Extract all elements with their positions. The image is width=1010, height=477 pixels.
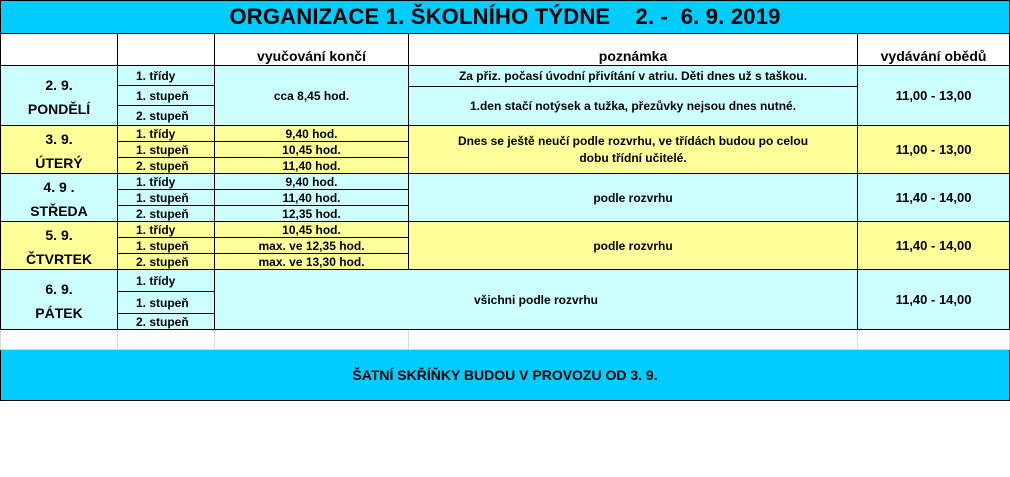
spacer-row (1, 330, 1010, 350)
header-level (118, 34, 215, 66)
empty-cell (858, 330, 1010, 350)
level-cell: 1. stupeň (118, 238, 215, 254)
level-cell: 1. stupeň (118, 292, 215, 314)
empty-cell (1, 330, 118, 350)
empty-cell (118, 330, 215, 350)
ends-cell: cca 8,45 hod. (215, 66, 409, 126)
note-cell-monday (409, 66, 858, 126)
header-lunch: vydávání obědů (858, 34, 1010, 66)
day-date: 2. 9. (45, 76, 73, 93)
lunch-cell: 11,00 - 13,00 (858, 126, 1010, 174)
level-cell: 2. stupeň (118, 158, 215, 174)
lunch-cell: 11,40 - 14,00 (858, 222, 1010, 270)
header-day (1, 34, 118, 66)
day-row-monday (1, 66, 1010, 86)
note-cell: podle rozvrhu (409, 222, 858, 270)
ends-cell: 12,35 hod. (215, 206, 409, 222)
day-cell-friday (1, 270, 118, 330)
day-name: ČTVRTEK (25, 250, 93, 267)
level-cell: 1. stupeň (118, 142, 215, 158)
note-cell: všichni podle rozvrhu (215, 270, 858, 330)
day-name: STŘEDA (30, 202, 88, 219)
note-cell: podle rozvrhu (409, 174, 858, 222)
ends-cell: max. ve 12,35 hod. (215, 238, 409, 254)
day-name: PONDĚLÍ (27, 100, 91, 117)
day-name: PÁTEK (35, 304, 83, 321)
ends-cell: 11,40 hod. (215, 158, 409, 174)
day-row-friday (1, 270, 1010, 292)
day-row-wednesday (1, 174, 1010, 190)
note-cell: Dnes se ještě neučí podle rozvrhu, ve třídách budou po celou dobu třídní učitelé. (409, 126, 858, 174)
lunch-cell: 11,40 - 14,00 (858, 270, 1010, 330)
ends-cell: max. ve 13,30 hod. (215, 254, 409, 270)
level-cell: 1. třídy (118, 66, 215, 86)
lunch-cell: 11,00 - 13,00 (858, 66, 1010, 126)
ends-cell: 11,40 hod. (215, 190, 409, 206)
day-cell-monday (1, 66, 118, 126)
day-name: ÚTERÝ (35, 154, 83, 171)
ends-cell: 10,45 hod. (215, 142, 409, 158)
ends-cell: 9,40 hod. (215, 174, 409, 190)
level-cell: 2. stupeň (118, 106, 215, 126)
day-cell-wednesday (1, 174, 118, 222)
ends-cell: 10,45 hod. (215, 222, 409, 238)
day-date: 4. 9 . (43, 178, 75, 195)
note-line: Za přiz. počasí úvodní přivítání v atriu. Děti dnes už s taškou. (409, 66, 857, 87)
day-date: 6. 9. (45, 280, 73, 297)
level-cell: 2. stupeň (118, 254, 215, 270)
empty-cell (215, 330, 409, 350)
level-cell: 1. třídy (118, 270, 215, 292)
page-title: ORGANIZACE 1. ŠKOLNÍHO TÝDNE 2. - 6. 9. 2019 (1, 1, 1010, 34)
day-date: 3. 9. (45, 130, 73, 147)
day-cell-tuesday (1, 126, 118, 174)
level-cell: 1. třídy (118, 222, 215, 238)
level-cell: 2. stupeň (118, 206, 215, 222)
note-line: 1.den stačí notýsek a tužka, přezůvky nejsou dnes nutné. (469, 99, 797, 113)
footer-banner: ŠATNÍ SKŘÍŇKY BUDOU V PROVOZU OD 3. 9. (1, 350, 1010, 401)
empty-cell (409, 330, 858, 350)
ends-cell: 9,40 hod. (215, 126, 409, 142)
level-cell: 1. třídy (118, 126, 215, 142)
level-cell: 1. stupeň (118, 86, 215, 106)
lunch-cell: 11,40 - 14,00 (858, 174, 1010, 222)
header-row (1, 34, 1010, 66)
level-cell: 1. stupeň (118, 190, 215, 206)
day-row-thursday (1, 222, 1010, 238)
day-row-tuesday (1, 126, 1010, 142)
level-cell: 1. třídy (118, 174, 215, 190)
header-note: poznámka (409, 34, 858, 66)
header-ends: vyučování končí (215, 34, 409, 66)
level-cell: 2. stupeň (118, 314, 215, 330)
day-cell-thursday (1, 222, 118, 270)
day-date: 5. 9. (45, 226, 73, 243)
